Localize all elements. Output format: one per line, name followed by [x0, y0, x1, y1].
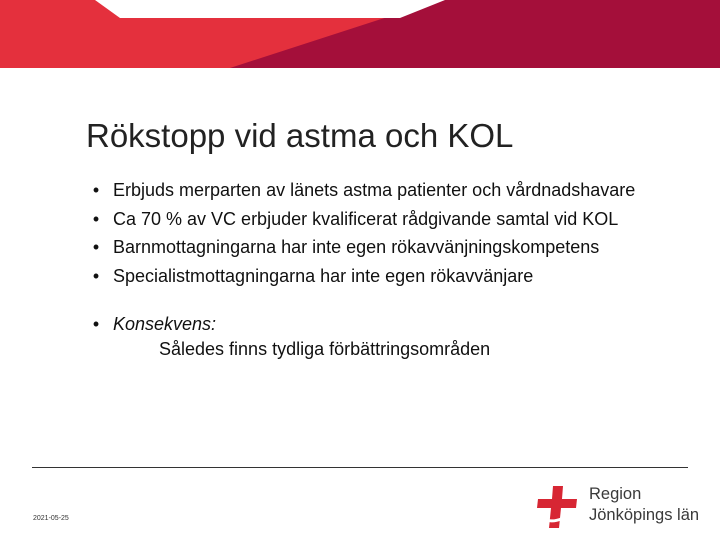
bullet-text: Barnmottagningarna har inte egen rökavvänjningskompetens [113, 237, 600, 257]
bullet-item [86, 207, 696, 232]
consequence-item [86, 312, 696, 361]
bullet-dot: • [92, 208, 100, 229]
bullet-item [86, 235, 696, 260]
consequence-text: Således finns tydliga förbättringsområden [159, 338, 491, 359]
logo-line-region: Region [589, 485, 642, 503]
logo-text [589, 484, 699, 526]
bullet-dot: • [92, 180, 100, 200]
logo-line-county: Jönköpings län [589, 506, 700, 524]
bullet-text: Erbjuds merparten av länets astma patienter och vårdnadshavare [113, 180, 636, 200]
region-logo [533, 482, 703, 532]
bullet-dot: • [92, 314, 100, 334]
bullet-dot: • [92, 237, 100, 257]
bullet-item [86, 178, 696, 203]
logo-cross-icon [533, 482, 583, 532]
consequence-label: Konsekvens: [113, 314, 217, 334]
bullet-item [86, 264, 696, 289]
bullet-dot: • [92, 265, 100, 286]
bullet-list [86, 178, 696, 365]
top-banner [0, 0, 720, 68]
footer-divider [32, 467, 688, 468]
footer-date: 2021-05-25 [33, 515, 69, 522]
slide-title: Rökstopp vid astma och KOL [86, 117, 514, 154]
top-banner-white-shape [95, 0, 445, 18]
bullet-text: Specialistmottagningarna har inte egen rökavvänjare [113, 265, 534, 286]
bullet-text: Ca 70 % av VC erbjuder kvalificerat rådgivande samtal vid KOL [113, 208, 619, 229]
